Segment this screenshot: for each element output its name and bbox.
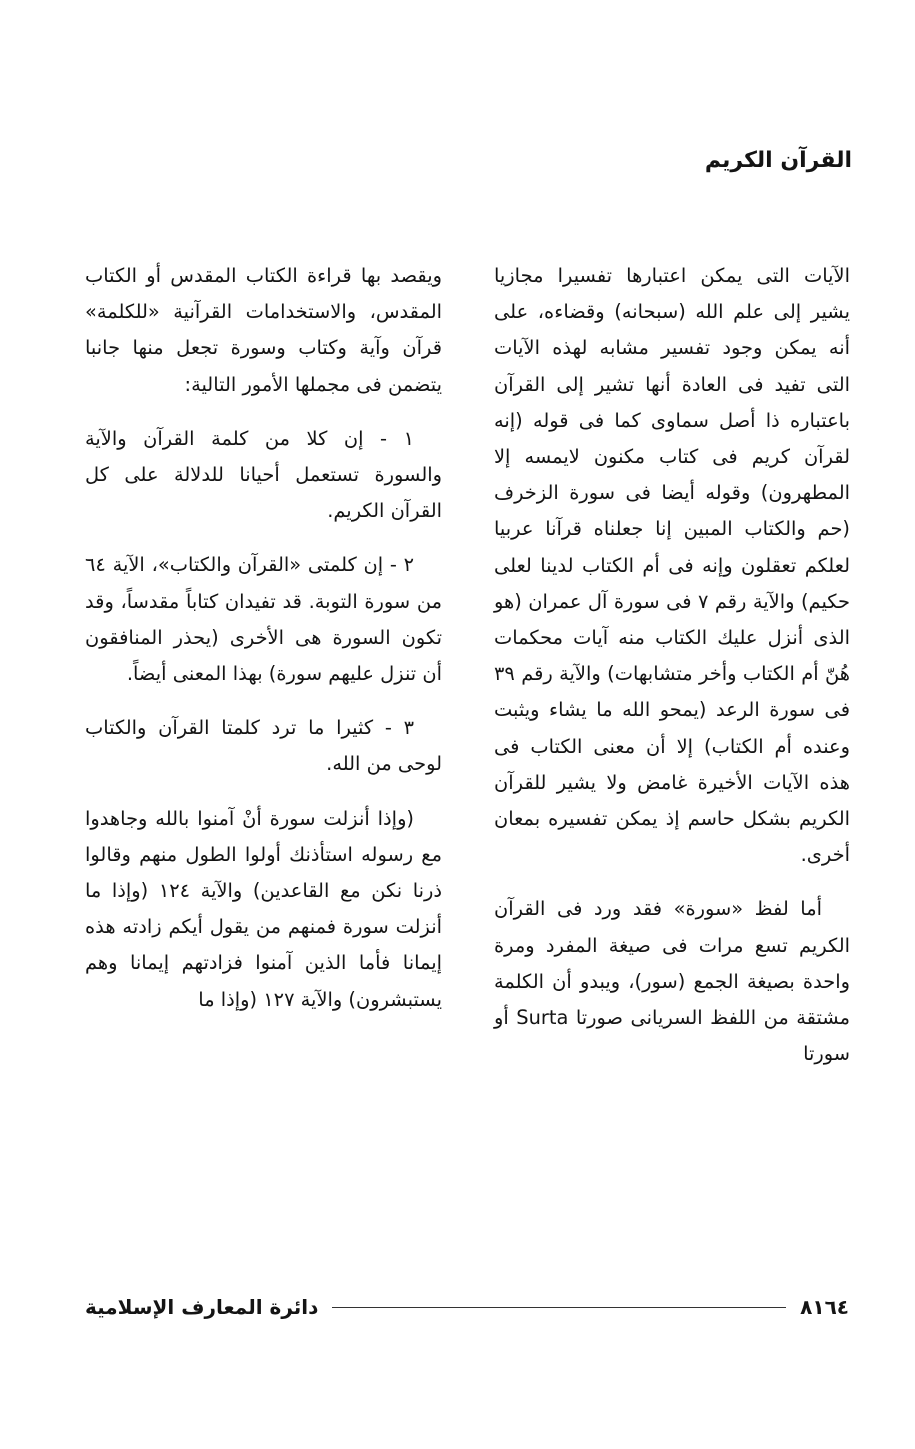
list-item-3: ٣ - كثيرا ما ترد كلمتا القرآن والكتاب لوحى من الله. — [85, 716, 442, 776]
page-number: ٨١٦٤ — [800, 1295, 849, 1319]
paragraph: (وإذا أنزلت سورة أنْ آمنوا بالله وجاهدوا مع رسوله استأذنك أولوا الطول منهم وقالوا ذرنا نكن مع القاعدين) والآية ١٢٤ (وإذا ما أنزلت سورة فمنهم من يقول أيكم زادته هذه إيمانا فأما الذين آمنوا فزادتهم إيمانا وهم يستبشرون) والآية ١٢٧ (وإذا ما — [85, 806, 443, 1011]
paragraph: ويقصد بها قراءة الكتاب المقدس أو الكتاب المقدس، والاستخدامات القرآنية «للكلمة» قرآن وآية وكتاب وسورة تجعل منها جانبا يتضمن فى مجملها الأمور التالية: — [85, 264, 442, 396]
page-footer — [85, 1290, 849, 1324]
left-text-column — [85, 258, 442, 1018]
publication-title: دائرة المعارف الإسلامية — [85, 1295, 319, 1319]
list-item-1: ١ - إن كلا من كلمة القرآن والآية والسورة تستعمل أحيانا للدلالة على كل القرآن الكريم. — [85, 426, 442, 523]
right-text-column — [494, 258, 850, 1072]
running-head-title: القرآن الكريم — [704, 148, 852, 173]
paragraph: الآيات التى يمكن اعتبارها تفسيرا مجازيا يشير إلى علم الله (سبحانه) وقضاءه، على أنه يمكن وجود تفسير مشابه لهذه الآيات التى تفيد فى العادة أنها تشير إلى القرآن باعتباره ذا أصل سماوى كما فى قوله (إنه لقرآن كريم فى كتاب مكنون لايمسه إلا المطهرون) وقوله أيضا فى سورة الزخرف (حم والكتاب المبين إنا جعلناه قرآنا عربيا لعلكم تعقلون وإنه فى أم الكتاب لدينا لعلى حكيم) والآية رقم ٧ فى سورة آل عمران (هو الذى أنزل عليك الكتاب منه آيات محكمات هُنّ أم الكتاب وأخر متشابهات) والآية رقم ٣٩ فى سورة الرعد (يمحو الله ما يشاء ويثبت وعنده أم الكتاب) إلا أن معنى الكتاب فى هذه الآيات الأخيرة غامض ولا يشير للقرآن الكريم بشكل حاسم إذ يمكن تفسيره بمعان أخرى. — [494, 264, 850, 867]
footer-divider — [332, 1307, 786, 1308]
list-item-2: ٢ - إن كلمتى «القرآن والكتاب»، الآية ٦٤ من سورة التوبة. قد تفيدان كتاباً مقدساً، وقد تكون السورة هى الأخرى (يحذر المنافقون أن تنزل عليهم سورة) بهذا المعنى أيضاً. — [85, 553, 442, 686]
paragraph: أما لفظ «سورة» فقد ورد فى القرآن الكريم تسع مرات فى صيغة المفرد ومرة واحدة بصيغة الجمع (سور)، ويبدو أن الكلمة مشتقة من اللفظ السريانى صورتا Surta أو سورتا — [494, 897, 850, 1066]
